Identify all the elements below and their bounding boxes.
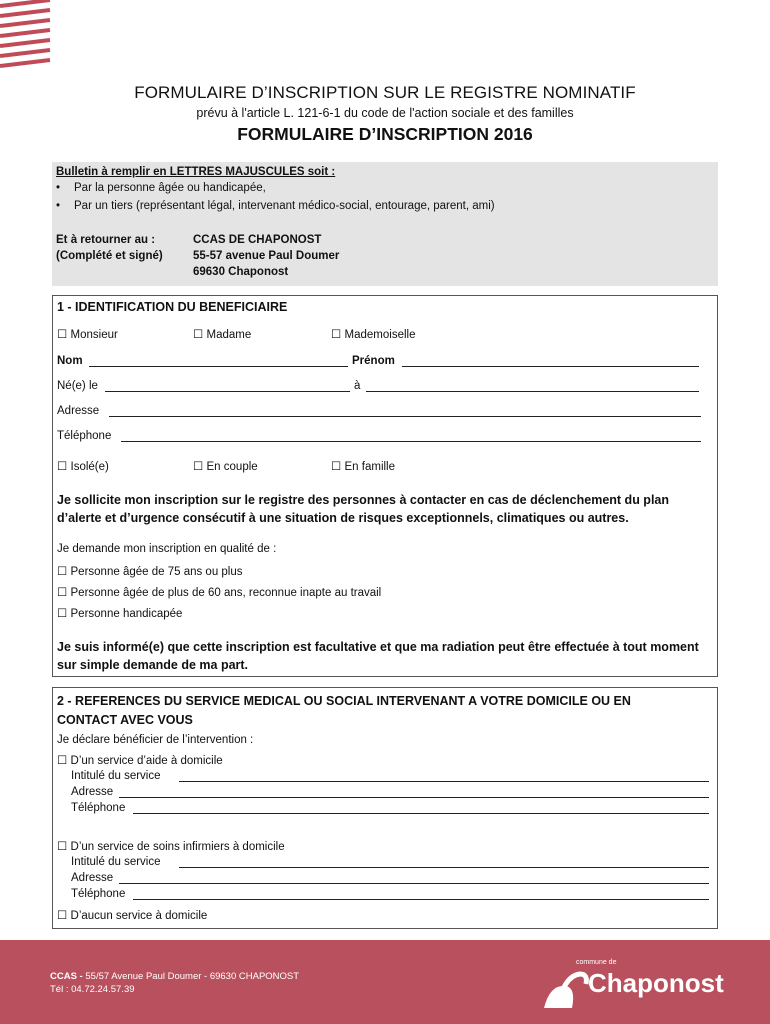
quality-60-inapte[interactable]: ☐ Personne âgée de plus de 60 ans, reconnue inapte au travail xyxy=(57,587,382,599)
section2-intro: Je déclare bénéficier de l’intervention : xyxy=(57,734,254,746)
birthdate-label: Né(e) le xyxy=(57,380,98,392)
telephone-label: Téléphone xyxy=(71,802,126,814)
situation-famille[interactable]: ☐ En famille xyxy=(331,461,396,473)
intitule-label: Intitulé du service xyxy=(71,856,161,868)
civility-monsieur[interactable]: ☐ Monsieur xyxy=(57,329,118,341)
birthdate-field[interactable] xyxy=(105,381,350,392)
service2-intitule-field[interactable] xyxy=(179,857,709,868)
service-aucun[interactable]: ☐ D’aucun service à domicile xyxy=(57,910,208,922)
form-legal-subtitle: prévu à l'article L. 121-6-1 du code de l'action sociale et des familles xyxy=(196,106,574,120)
instructions-heading: Bulletin à remplir en LETTRES MAJUSCULES soit : xyxy=(56,166,336,178)
section2-title-line1: 2 - REFERENCES DU SERVICE MEDICAL OU SOCIAL INTERVENANT A VOTRE DOMICILE OU EN xyxy=(57,694,631,708)
service1-adresse-field[interactable] xyxy=(119,787,709,798)
service-aide-domicile[interactable]: ☐ D’un service d’aide à domicile xyxy=(57,755,223,767)
civility-mademoiselle[interactable]: ☐ Mademoiselle xyxy=(331,329,416,341)
form-main-title: FORMULAIRE D’INSCRIPTION SUR LE REGISTRE NOMINATIF xyxy=(134,83,636,102)
quality-75-plus[interactable]: ☐ Personne âgée de 75 ans ou plus xyxy=(57,566,243,578)
situation-couple[interactable]: ☐ En couple xyxy=(193,461,258,473)
bullet-icon: • xyxy=(56,182,61,194)
logo-name: Chaponost xyxy=(588,968,724,998)
service-soins-infirmiers[interactable]: ☐ D’un service de soins infirmiers à domicile xyxy=(57,841,285,853)
quality-handicap[interactable]: ☐ Personne handicapée xyxy=(57,608,183,620)
birthplace-field[interactable] xyxy=(366,381,699,392)
section2-title-line2: CONTACT AVEC VOUS xyxy=(57,713,193,727)
checkbox-icon[interactable]: ☐ xyxy=(57,461,68,473)
checkbox-icon[interactable]: ☐ xyxy=(331,461,342,473)
adresse-label: Adresse xyxy=(57,405,100,417)
logo-small-text: commune de xyxy=(576,959,617,966)
service2-adresse-field[interactable] xyxy=(119,873,709,884)
intitule-label: Intitulé du service xyxy=(71,770,161,782)
prenom-field[interactable] xyxy=(402,356,699,367)
checkbox-icon[interactable]: ☐ xyxy=(193,329,204,341)
checkbox-icon[interactable]: ☐ xyxy=(57,841,68,853)
telephone-field[interactable] xyxy=(121,431,701,442)
birthplace-label: à xyxy=(354,380,361,392)
situation-isole[interactable]: ☐ Isolé(e) xyxy=(57,461,109,473)
service2-telephone-field[interactable] xyxy=(133,889,709,900)
nom-label: Nom xyxy=(57,355,83,367)
form-year-title: FORMULAIRE D’INSCRIPTION 2016 xyxy=(237,124,533,144)
section-service-references xyxy=(52,687,718,929)
service1-intitule-field[interactable] xyxy=(179,771,709,782)
checkbox-icon[interactable]: ☐ xyxy=(57,910,68,922)
telephone-label: Téléphone xyxy=(57,430,112,442)
instructions-box xyxy=(52,162,718,286)
prenom-label: Prénom xyxy=(352,355,395,367)
checkbox-icon[interactable]: ☐ xyxy=(193,461,204,473)
section1-title: 1 - IDENTIFICATION DU BENEFICIAIRE xyxy=(57,300,288,314)
nom-field[interactable] xyxy=(89,356,348,367)
bullet-icon: • xyxy=(56,200,61,212)
telephone-label: Téléphone xyxy=(71,888,126,900)
checkbox-icon[interactable]: ☐ xyxy=(331,329,342,341)
return-address: CCAS DE CHAPONOST 55-57 avenue Paul Doumer 69630 Chaponost xyxy=(193,234,340,278)
information-notice: Je suis informé(e) que cette inscription est facultative et que ma radiation peut être effectuée à tout moment sur simple demande de ma part. xyxy=(57,640,699,672)
stripes-logo-icon xyxy=(0,0,60,80)
quality-intro: Je demande mon inscription en qualité de : xyxy=(57,543,277,555)
section-identification xyxy=(52,295,718,677)
instruction-bullet: • Par la personne âgée ou handicapée, xyxy=(56,182,266,194)
return-label: Et à retourner au : (Complété et signé) xyxy=(56,234,163,262)
adresse-label: Adresse xyxy=(71,872,114,884)
civility-madame[interactable]: ☐ Madame xyxy=(193,329,252,341)
checkbox-icon[interactable]: ☐ xyxy=(57,608,68,620)
instruction-bullet: • Par un tiers (représentant légal, intervenant médico-social, entourage, parent, ami) xyxy=(56,200,495,212)
checkbox-icon[interactable]: ☐ xyxy=(57,755,68,767)
footer-address: CCAS - 55/57 Avenue Paul Doumer - 69630 CHAPONOST Tél : 04.72.24.57.39 xyxy=(50,971,300,995)
registration-request-text: Je sollicite mon inscription sur le registre des personnes à contacter en cas de déclenchement du plan d’alerte et d’urgence consécutif à une situation de risques exceptionnels, climatiques ou autres. xyxy=(57,493,669,525)
adresse-field[interactable] xyxy=(109,406,701,417)
checkbox-icon[interactable]: ☐ xyxy=(57,587,68,599)
checkbox-icon[interactable]: ☐ xyxy=(57,329,68,341)
chaponost-logo xyxy=(540,956,724,1016)
adresse-label: Adresse xyxy=(71,786,114,798)
footer-bar xyxy=(0,940,770,1024)
checkbox-icon[interactable]: ☐ xyxy=(57,566,68,578)
service1-telephone-field[interactable] xyxy=(133,803,709,814)
